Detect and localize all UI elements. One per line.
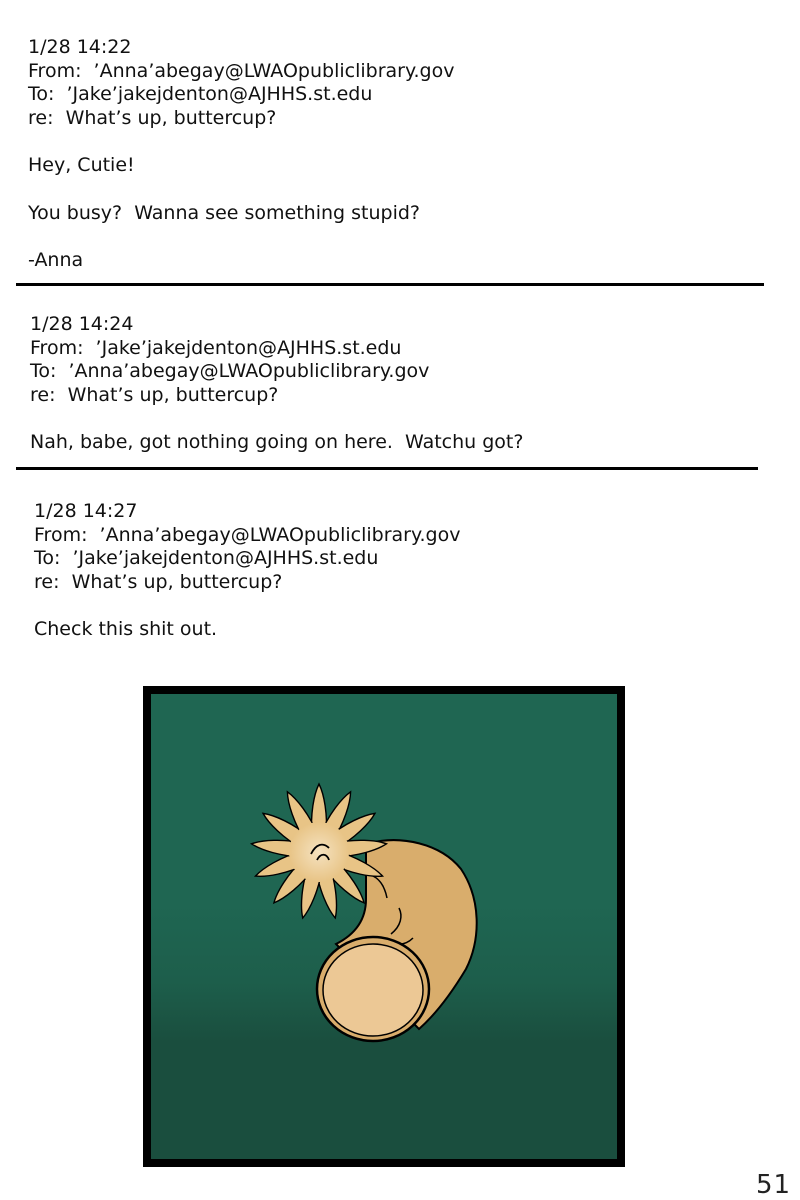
email-from: From: ’Anna’abegay@LWAOpubliclibrary.gov: [34, 523, 461, 546]
email-message-1: [28, 36, 454, 273]
email-to: To: ’Anna’abegay@LWAOpubliclibrary.gov: [30, 360, 430, 382]
email-body-line: Check this shit out.: [34, 618, 218, 640]
creature-mouth-area: [289, 822, 349, 882]
email-from: From: ’Anna’abegay@LWAOpubliclibrary.gov: [28, 59, 455, 82]
tube-end: [317, 937, 429, 1041]
page-number: 51: [756, 1170, 792, 1200]
email-message-3: [34, 500, 460, 642]
email-to: To: ’Jake’jakejdenton@AJHHS.st.edu: [28, 83, 373, 105]
email-body-line: Hey, Cutie!: [28, 154, 135, 176]
attachment-image[interactable]: [143, 686, 625, 1167]
email-from: From: ’Jake’jakejdenton@AJHHS.st.edu: [30, 336, 402, 359]
email-date: 1/28 14:24: [30, 313, 134, 335]
email-subject: re: What’s up, buttercup?: [30, 383, 279, 406]
email-subject: re: What’s up, buttercup?: [34, 570, 283, 593]
email-to: To: ’Jake’jakejdenton@AJHHS.st.edu: [34, 547, 379, 569]
email-date: 1/28 14:22: [28, 36, 132, 58]
email-signature: -Anna: [28, 249, 84, 271]
tube-creature-image: [151, 694, 617, 1159]
email-message-2: [30, 313, 523, 455]
message-divider: [16, 283, 764, 286]
email-date: 1/28 14:27: [34, 500, 138, 522]
email-subject: re: What’s up, buttercup?: [28, 106, 277, 129]
email-body-line: Nah, babe, got nothing going on here. Watchu got?: [30, 431, 524, 453]
message-divider: [16, 467, 758, 470]
email-body-line: You busy? Wanna see something stupid?: [28, 201, 421, 224]
